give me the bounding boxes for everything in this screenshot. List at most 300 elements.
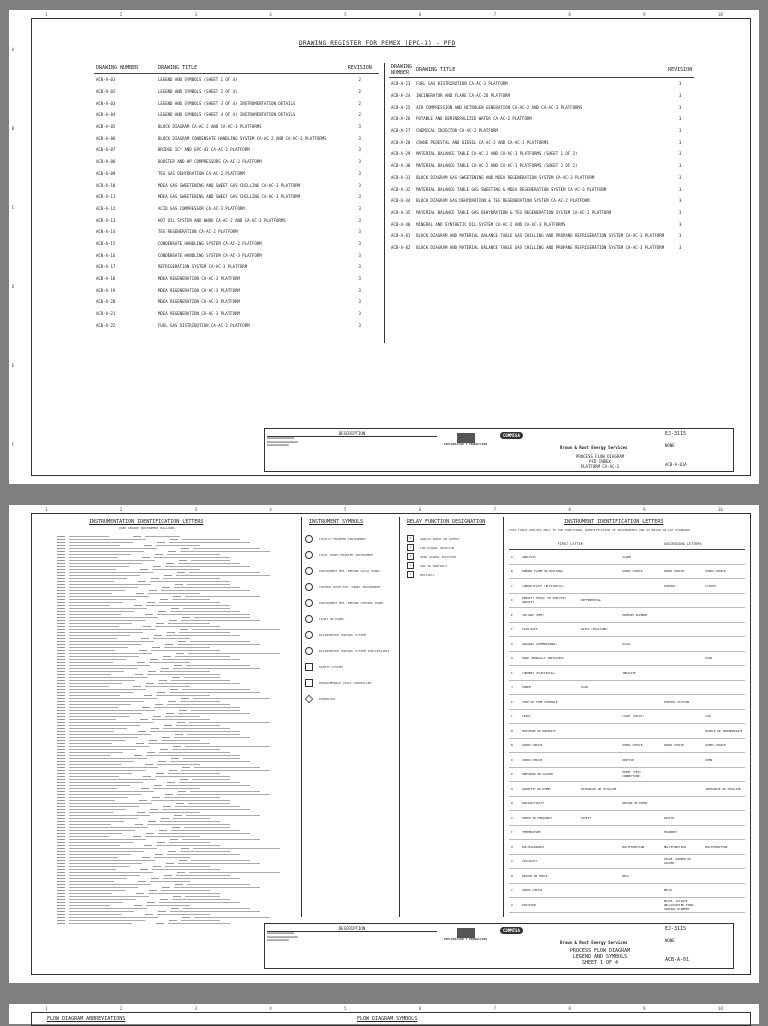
row-drawing-title: CRANE PEDESTAL AND DIESEL CA-AC-2 AND CA-AC-3 PLATFORMS (416, 139, 549, 145)
letter-meaning (662, 637, 704, 652)
row-drawing-title: CONDENSATE HANDLING SYSTEM CA-AC-3 PLATFORM (158, 252, 262, 258)
relay-symbol: X (407, 535, 414, 542)
row-drawing-title: MDEA REGENERATION CA-AC-3 PLATFORM (158, 276, 240, 282)
register-row (389, 78, 694, 90)
register-row (94, 144, 379, 156)
letter-code: O (509, 753, 520, 768)
row-revision: 3 (358, 252, 361, 258)
legend-text-line (57, 652, 297, 655)
row-drawing-title: MATERIAL BALANCE TABLE GAS SWEETING & MDEA REGENERATION SYSTEM CA-AC-3 PLATFORM (416, 186, 607, 192)
letter-code: S (509, 811, 520, 826)
client-logo (500, 433, 523, 438)
letter-meaning: LIGHT (PILOT) (620, 709, 662, 724)
row-drawing-title: FUEL GAS DISTRIBUTION CA-AC-3 PLATFORM (416, 81, 508, 87)
letter-row (509, 840, 745, 855)
register-row (94, 226, 379, 238)
pemex-subtitle: EXPLORACION Y PRODUCCION (443, 442, 488, 446)
flow-symbols-title: FLOW DIAGRAM SYMBOLS (357, 1016, 418, 1022)
instrument-balloon-icon (305, 631, 313, 639)
symbol-label: INSTRUMENT MTD. BEHIND LOCAL PANEL (319, 569, 381, 573)
row-drawing-number: ACB-A-14 (96, 229, 116, 235)
letter-meaning (662, 724, 704, 739)
letter-meaning (703, 796, 745, 811)
register-row (94, 168, 379, 180)
drawing-sheet-legend (9, 505, 759, 983)
register-row (94, 132, 379, 144)
col-drawing-title: DRAWING TITLE (414, 63, 666, 78)
job-info (665, 926, 731, 963)
row-revision: 3 (358, 182, 361, 188)
letter-meaning (662, 666, 704, 681)
section-divider (301, 517, 302, 917)
letter-meaning (579, 796, 620, 811)
register-row (94, 191, 379, 203)
register-row (94, 319, 379, 331)
letter-meaning (579, 738, 620, 753)
row-drawing-title: MDEA GAS SWEETENING AND SWEET GAS CHILLING CA-AC-3 PLATFORM (158, 182, 301, 188)
row-revision: 2 (358, 100, 361, 106)
row-drawing-title: MINERAL AND SYNTHETIC OIL SYSTEM CA-AC-2 AND CA-AC-3 PLATFORMS (416, 221, 566, 227)
letter-meaning: TIME OR TIME SCHEDULE (520, 695, 579, 710)
letter-meaning (662, 869, 704, 884)
letter-meaning: RELAY (662, 883, 704, 898)
instr-letters-subtitle: USED INSIDE INSTRUMENT BALLOONS (119, 526, 175, 530)
letter-meaning: CLOSED (703, 579, 745, 594)
instrument-balloon-icon (305, 663, 313, 671)
client-logo (500, 928, 523, 933)
instrument-symbol (305, 551, 373, 559)
letter-row (509, 680, 745, 695)
letter-meaning: BURNER FLAME OR BUILDING (520, 564, 579, 579)
row-revision: 3 (358, 170, 361, 176)
section-divider (399, 517, 400, 917)
instr-letters-list (57, 535, 297, 945)
row-drawing-number: ACB-A-13 (96, 217, 116, 223)
letter-meaning: OPEN (703, 753, 745, 768)
relay-item (407, 571, 434, 578)
letter-meaning (662, 767, 704, 782)
letter-code: J (509, 680, 520, 695)
legend-text-line (57, 922, 297, 925)
row-drawing-title: MDEA REGENERATION CA-AC-3 PLATFORM (158, 287, 240, 293)
title-block (264, 923, 734, 969)
row-drawing-title: MDEA REGENERATION CA-AC-3 PLATFORM (158, 311, 240, 317)
register-divider (384, 63, 385, 343)
row-drawing-number: ACB-A-01 (96, 77, 116, 83)
row-drawing-number: ACB-A-12 (96, 205, 116, 211)
letter-meaning: CURRENT (ELECTRICAL) (520, 666, 579, 681)
first-letter-header: FIRST LETTER (520, 539, 620, 550)
letter-code: T (509, 825, 520, 840)
letter-meaning: MULTIVARIABLE (520, 840, 579, 855)
row-drawing-number: ACB-A-25 (391, 104, 411, 110)
row-drawing-number: ACB-A-22 (96, 322, 116, 328)
letter-meaning (579, 869, 620, 884)
section-divider (503, 517, 504, 917)
left-ruler: A B C D E F (11, 47, 15, 447)
letter-meaning: MULTIFUNCTION (662, 840, 704, 855)
row-drawing-title: CONDENSATE HANDLING SYSTEM CA-AC-2 PLATFORM (158, 240, 262, 246)
register-row (389, 136, 694, 148)
register-row (389, 113, 694, 125)
row-revision: 2 (358, 112, 361, 118)
letter-code: C (509, 579, 520, 594)
letter-meaning: USERS CHOICE (662, 564, 704, 579)
letter-meaning (703, 550, 745, 565)
row-drawing-number: ACB-A-10 (96, 182, 116, 188)
row-revision: 3 (358, 124, 361, 130)
top-ruler: 1 2 3 4 5 6 7 8 9 10 (45, 1005, 723, 1011)
letter-meaning: USERS CHOICE (520, 753, 579, 768)
legend-text-line (57, 721, 297, 724)
row-drawing-title: POTABLE AND DEMINERALIZED WATER CA-AC-2 PLATFORM (416, 116, 532, 122)
letter-code: E (509, 608, 520, 623)
letter-meaning (620, 651, 662, 666)
symbol-label: CONTROL ROOM MTD. PANEL INSTRUMENT (319, 585, 381, 589)
drawing-title-line-2: PFD INDEX (589, 459, 611, 464)
register-table-left (94, 63, 379, 331)
letter-row (509, 709, 745, 724)
row-drawing-title: LEGEND AND SYMBOLS (SHEET 1 OF 4) (158, 77, 238, 83)
register-row (94, 109, 379, 121)
register-row (94, 261, 379, 273)
letter-meaning: MULTIFUNCTION (703, 840, 745, 855)
letter-meaning: MIDDLE OR INTERMEDIATE (703, 724, 745, 739)
letter-meaning (703, 854, 745, 869)
letter-meaning: FLOW RATE (520, 622, 579, 637)
letter-row (509, 593, 745, 608)
instrument-symbol (305, 599, 384, 607)
row-drawing-title: ACID GAS COMPRESSOR CA-AC-3 PLATFORM (158, 205, 245, 211)
col-drawing-number: DRAWING NUMBER (391, 64, 413, 76)
letter-meaning (703, 637, 745, 652)
client-name: COMMISA (500, 927, 523, 934)
letter-code: K (509, 695, 520, 710)
letter-meaning (579, 564, 620, 579)
letter-row (509, 898, 745, 913)
row-revision: 3 (358, 205, 361, 211)
letter-row (509, 666, 745, 681)
letter-meaning: GLASS (620, 637, 662, 652)
letter-meaning (620, 593, 662, 608)
row-drawing-number: ACB-A-27 (391, 128, 411, 134)
row-revision: 3 (358, 264, 361, 270)
letter-meaning: SAFETY (579, 811, 620, 826)
letter-meaning (703, 680, 745, 695)
row-drawing-number: ACB-A-15 (96, 240, 116, 246)
register-row (94, 273, 379, 285)
register-row (389, 101, 694, 113)
relay-item (407, 553, 456, 560)
letter-code: P (509, 767, 520, 782)
letter-meaning (620, 854, 662, 869)
abbreviations-title: FLOW DIAGRAM ABBREVIATIONS (47, 1016, 126, 1022)
symbol-label: LOCAL PANEL MOUNTED INSTRUMENT (319, 553, 374, 557)
row-drawing-title: FUEL GAS DISTRIBUTION CA-AC-2 PLATFORM (158, 322, 250, 328)
register-row (389, 230, 694, 242)
register-row (94, 308, 379, 320)
letter-meaning: USERS CHOICE (520, 883, 579, 898)
letter-meaning (579, 651, 620, 666)
letter-meaning (703, 869, 745, 884)
letter-meaning: GAUGING (DIMENSIONAL) (520, 637, 579, 652)
symbol-label: SAFETY SYSTEM (319, 665, 343, 669)
row-revision: 3 (678, 174, 682, 180)
letter-meaning (662, 680, 704, 695)
row-drawing-number: ACB-A-05 (96, 124, 116, 130)
register-header-row (94, 63, 379, 74)
letter-row (509, 564, 745, 579)
letter-row (509, 651, 745, 666)
symbol-label: LOCALLY MOUNTED INSTRUMENT (319, 537, 366, 541)
letter-meaning: USERS CHOICE (662, 738, 704, 753)
row-drawing-title: TEG GAS DEHYDRATION CA-AC-2 PLATFORM (158, 170, 245, 176)
drawing-title-line-1: PROCESS FLOW DIAGRAM (575, 454, 625, 459)
letter-meaning: POWER (520, 680, 579, 695)
row-drawing-title: MDEA GAS SWEETENING AND SWEET GAS CHILLING CA-AC-3 PLATFORM (158, 194, 301, 200)
letter-meaning (703, 608, 745, 623)
row-drawing-number: ACB-A-23 (391, 81, 411, 87)
letter-meaning: USERS CHOICE (703, 738, 745, 753)
row-drawing-number: ACB-A-04 (96, 112, 116, 118)
legend-text-line (57, 574, 297, 577)
instrument-balloon-icon (305, 599, 313, 607)
drawing-title-line-3: SHEET 1 OF 4 (581, 960, 619, 966)
letter-row (509, 854, 745, 869)
letter-meaning: QUANTITY OR EVENT (520, 782, 579, 797)
relay-label: HIGH SIGNAL SELECTOR (420, 554, 457, 559)
instrument-symbol (305, 583, 380, 591)
relay-item (407, 562, 447, 569)
row-drawing-number: ACB-A-17 (96, 264, 116, 270)
row-drawing-number: ACB-A-81 (391, 233, 411, 239)
row-revision: 3 (678, 209, 682, 215)
row-drawing-number: ACB-A-08 (96, 159, 116, 165)
relay-label: ANALOG INPUT OR OUTPUT (420, 536, 460, 541)
letter-row (509, 869, 745, 884)
row-drawing-title: REFRIGERATION SYSTEM CA-AC-3 PLATFORM (158, 264, 248, 270)
company-name: Brown & Root Energy Services (560, 445, 628, 450)
letter-meaning: SPEED OR FREQUENCY (520, 811, 579, 826)
scale-value: NONE (665, 443, 675, 448)
letter-meaning (703, 898, 745, 913)
drawing-sheet-register (9, 10, 759, 484)
instrument-symbol (305, 695, 335, 703)
symbol-label: DISTRIBUTED CONTROL SYSTEM (319, 633, 366, 637)
instrument-symbol (305, 567, 380, 575)
letter-meaning (579, 854, 620, 869)
letter-meaning (620, 622, 662, 637)
register-row (389, 148, 694, 160)
row-drawing-number: ACB-A-21 (96, 311, 116, 317)
row-revision: 3 (678, 163, 682, 169)
register-row (389, 90, 694, 102)
register-row (389, 242, 694, 254)
row-revision: 3 (358, 287, 361, 293)
letter-meaning (579, 753, 620, 768)
letter-code: A (509, 550, 520, 565)
letter-meaning (620, 579, 662, 594)
relay-item (407, 535, 460, 542)
row-drawing-title: MATERIAL BALANCE TABLE CA-AC-2 AND CA-AC-3 PLATFORMS (SHEET 1 OF 2) (416, 151, 578, 157)
letter-meaning (662, 593, 704, 608)
letter-meaning (579, 767, 620, 782)
row-drawing-title: AIR COMPRESSION AND NITROGEN GENERATION CA-AC-2 AND CA-AC-3 PLATFORMS (416, 104, 583, 110)
letter-meaning (703, 666, 745, 681)
symbol-label: PROGRAMMABLE LOGIC CONTROLLER (319, 681, 372, 685)
register-row (94, 97, 379, 109)
row-drawing-number: ACB-A-18 (96, 276, 116, 282)
letter-meaning (703, 883, 745, 898)
row-revision: 3 (358, 135, 361, 141)
letter-row (509, 695, 745, 710)
drawing-title-block (550, 454, 650, 469)
letter-meaning (662, 651, 704, 666)
legend-text-line (57, 793, 297, 796)
row-drawing-number: ACB-A-03 (96, 100, 116, 106)
instr-letters-title: INSTRUMENTATION IDENTIFICATION LETTERS (89, 519, 204, 525)
symbol-label: INSTRUMENT MTD. BEHIND CONTROL PANEL (319, 601, 385, 605)
row-drawing-number: ACB-A-16 (96, 252, 116, 258)
row-revision: 3 (678, 81, 682, 87)
letter-row (509, 796, 745, 811)
letter-meaning: INTEGRATE OR TOTALIZE (579, 782, 620, 797)
register-row (94, 296, 379, 308)
register-row (389, 160, 694, 172)
relay-label: LOW SIGNAL SELECTOR (420, 545, 455, 550)
letter-code: R (509, 796, 520, 811)
register-row (389, 207, 694, 219)
row-revision: 3 (678, 139, 682, 145)
letters-header-row (509, 539, 745, 550)
row-drawing-number: ACB-A-06 (96, 135, 116, 141)
letter-meaning (620, 724, 662, 739)
row-revision: 3 (358, 194, 361, 200)
instrument-balloon-icon (305, 615, 313, 623)
register-header-row (389, 63, 694, 78)
letter-meaning: VOLTAGE (EMF) (520, 608, 579, 623)
letter-meaning (703, 825, 745, 840)
description-header: DESCRIPTION (267, 926, 437, 932)
row-revision: 3 (358, 311, 361, 317)
letter-row (509, 608, 745, 623)
letter-meaning: RATIO (FRACTION) (579, 622, 620, 637)
row-drawing-number: ACB-A-02 (96, 89, 116, 95)
col-revision: REVISION (666, 63, 694, 78)
letter-meaning (579, 579, 620, 594)
letter-meaning: MULTIFUNCTION (620, 840, 662, 855)
letter-meaning (662, 622, 704, 637)
relay-item (407, 544, 454, 551)
row-revision: 3 (358, 322, 361, 328)
symbol-label: DISTRIBUTED CONTROL SYSTEM INACCESSIBLE (319, 649, 390, 653)
row-revision: 3 (358, 229, 361, 235)
letter-meaning: ANALYSIS (520, 550, 579, 565)
register-title: DRAWING REGISTER FOR PEMEX (EPC-1) - PFD (299, 40, 456, 47)
job-number: EJ-3115 (665, 926, 687, 932)
top-ruler: 1 2 3 4 5 6 7 8 9 10 (45, 11, 723, 17)
row-revision: 3 (678, 244, 682, 250)
letter-meaning: SCAN (579, 680, 620, 695)
letter-meaning (620, 825, 662, 840)
letter-meaning (662, 608, 704, 623)
row-drawing-title: LEGEND AND SYMBOLS (SHEET 2 OF 4) (158, 89, 238, 95)
drawing-number: ACB-A-01A (665, 462, 687, 467)
legend-text-line (57, 871, 297, 874)
row-drawing-number: ACB-A-29 (391, 151, 411, 157)
row-revision: 3 (678, 93, 682, 99)
row-drawing-title: TEG REGENERATION CA-AC-2 PLATFORM (158, 229, 238, 235)
row-revision: 3 (678, 104, 682, 110)
letter-meaning (662, 709, 704, 724)
row-drawing-number: ACB-A-31 (391, 174, 411, 180)
row-revision: 3 (358, 299, 361, 305)
register-row (94, 156, 379, 168)
row-revision: 3 (678, 198, 682, 204)
drawing-title-line-3: PLATFORM CA-AC-2 (580, 464, 620, 469)
letter-meaning (620, 695, 662, 710)
row-drawing-title: LEGEND AND SYMBOLS (SHEET 3 OF 4) INSTRUMENTATION DETAILS (158, 100, 296, 106)
row-revision: 3 (678, 151, 682, 157)
letter-meaning (703, 622, 745, 637)
instrument-balloon-icon (305, 647, 313, 655)
letter-meaning (579, 608, 620, 623)
row-drawing-title: LEGEND AND SYMBOLS (SHEET 4 OF 4) INSTRUMENTATION DETAILS (158, 112, 296, 118)
letter-meaning: LOW (703, 709, 745, 724)
register-row (94, 121, 379, 133)
row-drawing-number: ACB-A-11 (96, 194, 116, 200)
letter-meaning: CONTROL STATION (662, 695, 704, 710)
letter-code: M (509, 724, 520, 739)
relay-symbol: x (407, 571, 414, 578)
letter-meaning (620, 883, 662, 898)
description-header: DESCRIPTION (267, 431, 437, 437)
relay-label: ADD OR SUBTRACT (420, 563, 448, 568)
succeeding-letters-header: SUCCEEDING LETTERS (620, 539, 745, 550)
letter-meaning: RADIOACTIVITY (520, 796, 579, 811)
row-drawing-title: MDEA REGENERATION CA-AC-3 PLATFORM (158, 299, 240, 305)
letter-meaning: ORIFICE (620, 753, 662, 768)
col-drawing-title: DRAWING TITLE (156, 63, 341, 74)
row-drawing-number: ACB-A-26 (391, 116, 411, 122)
letter-code: G (509, 637, 520, 652)
letter-meaning: WELL (620, 869, 662, 884)
row-drawing-number: ACB-A-30 (391, 163, 411, 169)
client-name: COMMISA (500, 432, 523, 439)
row-drawing-title: INCINERATOR AND FLARE CA-AC-2D PLATFORM (416, 93, 510, 99)
letter-meaning: LEVEL (520, 709, 579, 724)
relay-symbol: + (407, 562, 414, 569)
letter-code: I (509, 666, 520, 681)
row-drawing-number: ACB-A-09 (96, 170, 116, 176)
register-table-right (389, 63, 694, 253)
register-row (94, 238, 379, 250)
letter-meaning: DENSITY (MASS) OR SPECIFIC GRAVITY (520, 593, 579, 608)
relay-label: MULTIPLY (420, 572, 435, 577)
instrument-symbols-title: INSTRUMENT SYMBOLS (309, 519, 364, 525)
letter-code: V (509, 854, 520, 869)
relay-function-title: RELAY FUNCTION DESIGNATION (407, 519, 486, 525)
register-row (94, 179, 379, 191)
letter-meaning (703, 695, 745, 710)
letter-meaning: USERS CHOICE (703, 564, 745, 579)
revision-table (267, 926, 437, 964)
letter-meaning: RECORD OR PRINT (620, 796, 662, 811)
drawing-number: ACB-A-01 (665, 957, 690, 963)
letter-meaning (662, 782, 704, 797)
letter-meaning: INDICATE (620, 666, 662, 681)
letter-meaning (703, 767, 745, 782)
